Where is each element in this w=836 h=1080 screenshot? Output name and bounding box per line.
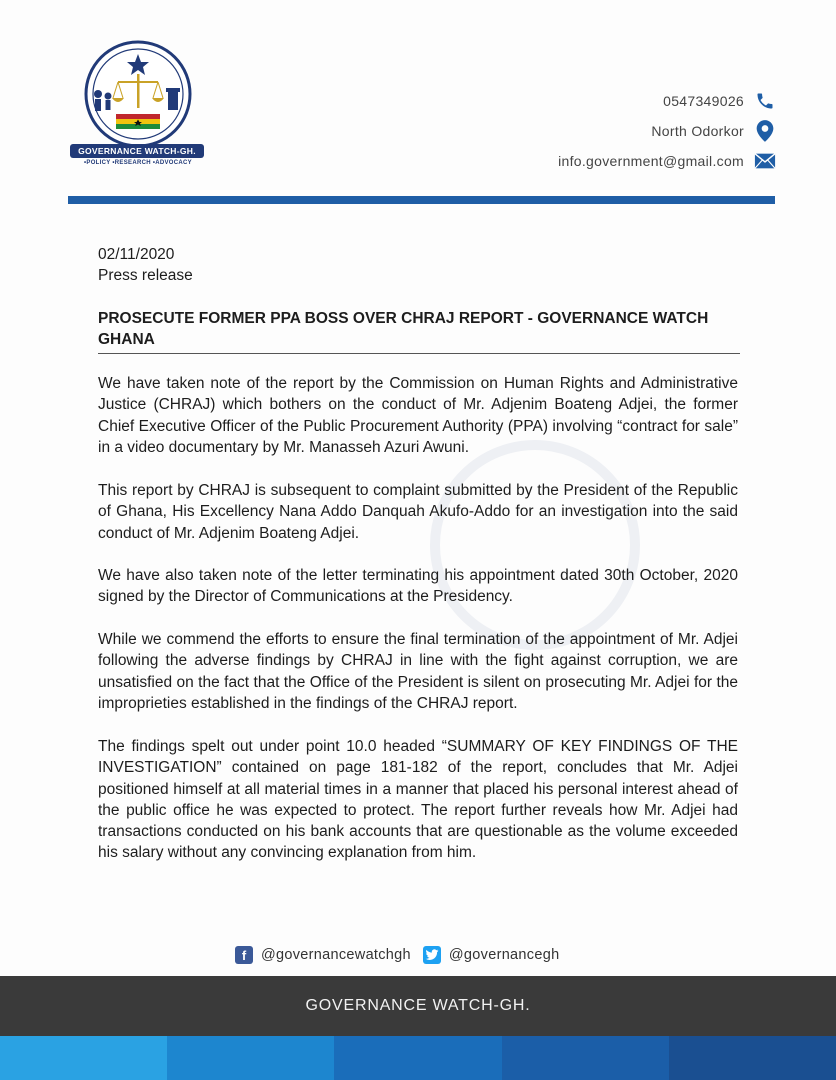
logo-org-name: GOVERNANCE WATCH-GH. [70, 144, 204, 158]
paragraph-3: We have also taken note of the letter terminating his appointment dated 30th October, 2020 signed by the Director of Communications at the Presidency. [98, 567, 738, 606]
logo-tagline: •POLICY •RESEARCH •ADVOCACY [84, 160, 192, 166]
footer-color-bar [0, 1036, 836, 1080]
facebook-icon: f [235, 946, 253, 964]
letter-date: 02/11/2020 [98, 246, 175, 263]
press-release-headline: PROSECUTE FORMER PPA BOSS OVER CHRAJ REPORT - GOVERNANCE WATCH GHANA [98, 308, 740, 354]
paragraph-1: We have taken note of the report by the Commission on Human Rights and Administrative Justice (CHRAJ) which bothers on the conduct of Mr. Adjenim Boateng Adjei, the former Chief Executive Officer of the Public Procurement Authority (PPA) involving “contract for sale” in a video documentary by Mr. Manasseh Azuri Awuni. [98, 375, 738, 456]
twitter-icon [423, 946, 441, 964]
header-divider [68, 196, 775, 204]
contact-location-row [558, 116, 776, 146]
phone-icon [754, 90, 776, 112]
footer-stripe-1 [0, 1036, 167, 1080]
footer-org-name: GOVERNANCE WATCH-GH. [305, 997, 531, 1014]
document-type: Press release [98, 267, 193, 284]
logo-emblem-icon [68, 38, 208, 148]
contact-location: North Odorkor [651, 123, 744, 139]
watermark-seal [430, 440, 640, 650]
footer-stripe-5 [669, 1036, 836, 1080]
contact-block [558, 86, 776, 176]
contact-phone-row [558, 86, 776, 116]
contact-email-row [558, 146, 776, 176]
footer-banner [0, 976, 836, 1036]
footer-stripe-3 [334, 1036, 501, 1080]
location-pin-icon [754, 120, 776, 142]
paragraph-4: While we commend the efforts to ensure the final termination of the appointment of Mr. Adjei following the adverse findings by CHRAJ in line with the fight against corruption, we are unsatisfied on the fact that the Office of the President is silent on prosecuting Mr. Adjei for the improprieties established in the findings of the CHRAJ report. [98, 631, 738, 712]
facebook-handle[interactable]: @governancewatchgh [261, 947, 411, 963]
paragraph-5: The findings spelt out under point 10.0 headed “SUMMARY OF KEY FINDINGS OF THE INVESTIGATION” contained on page 181-182 of the report, concludes that Mr. Adjei positioned himself at all material times in a manner that placed his personal interest ahead of the public office he was expected to protect. The report further reveals how Mr. Adjei had transactions conducted on his bank accounts that are questionable as the volume exceeded his salary without any convincing explanation from him. [98, 738, 738, 862]
contact-phone[interactable]: 0547349026 [663, 93, 744, 109]
footer-stripe-4 [502, 1036, 669, 1080]
envelope-icon [754, 150, 776, 172]
paragraph-2: This report by CHRAJ is subsequent to complaint submitted by the President of the Republic of Ghana, His Excellency Nana Addo Danquah Akufo-Addo for an investigation into the said conduct of Mr. Adjenim Boateng Adjei. [98, 482, 738, 542]
social-links [235, 946, 571, 964]
twitter-handle[interactable]: @governancegh [448, 947, 560, 963]
organization-logo [68, 38, 208, 170]
footer-stripe-2 [167, 1036, 334, 1080]
contact-email[interactable]: info.government@gmail.com [558, 153, 744, 169]
